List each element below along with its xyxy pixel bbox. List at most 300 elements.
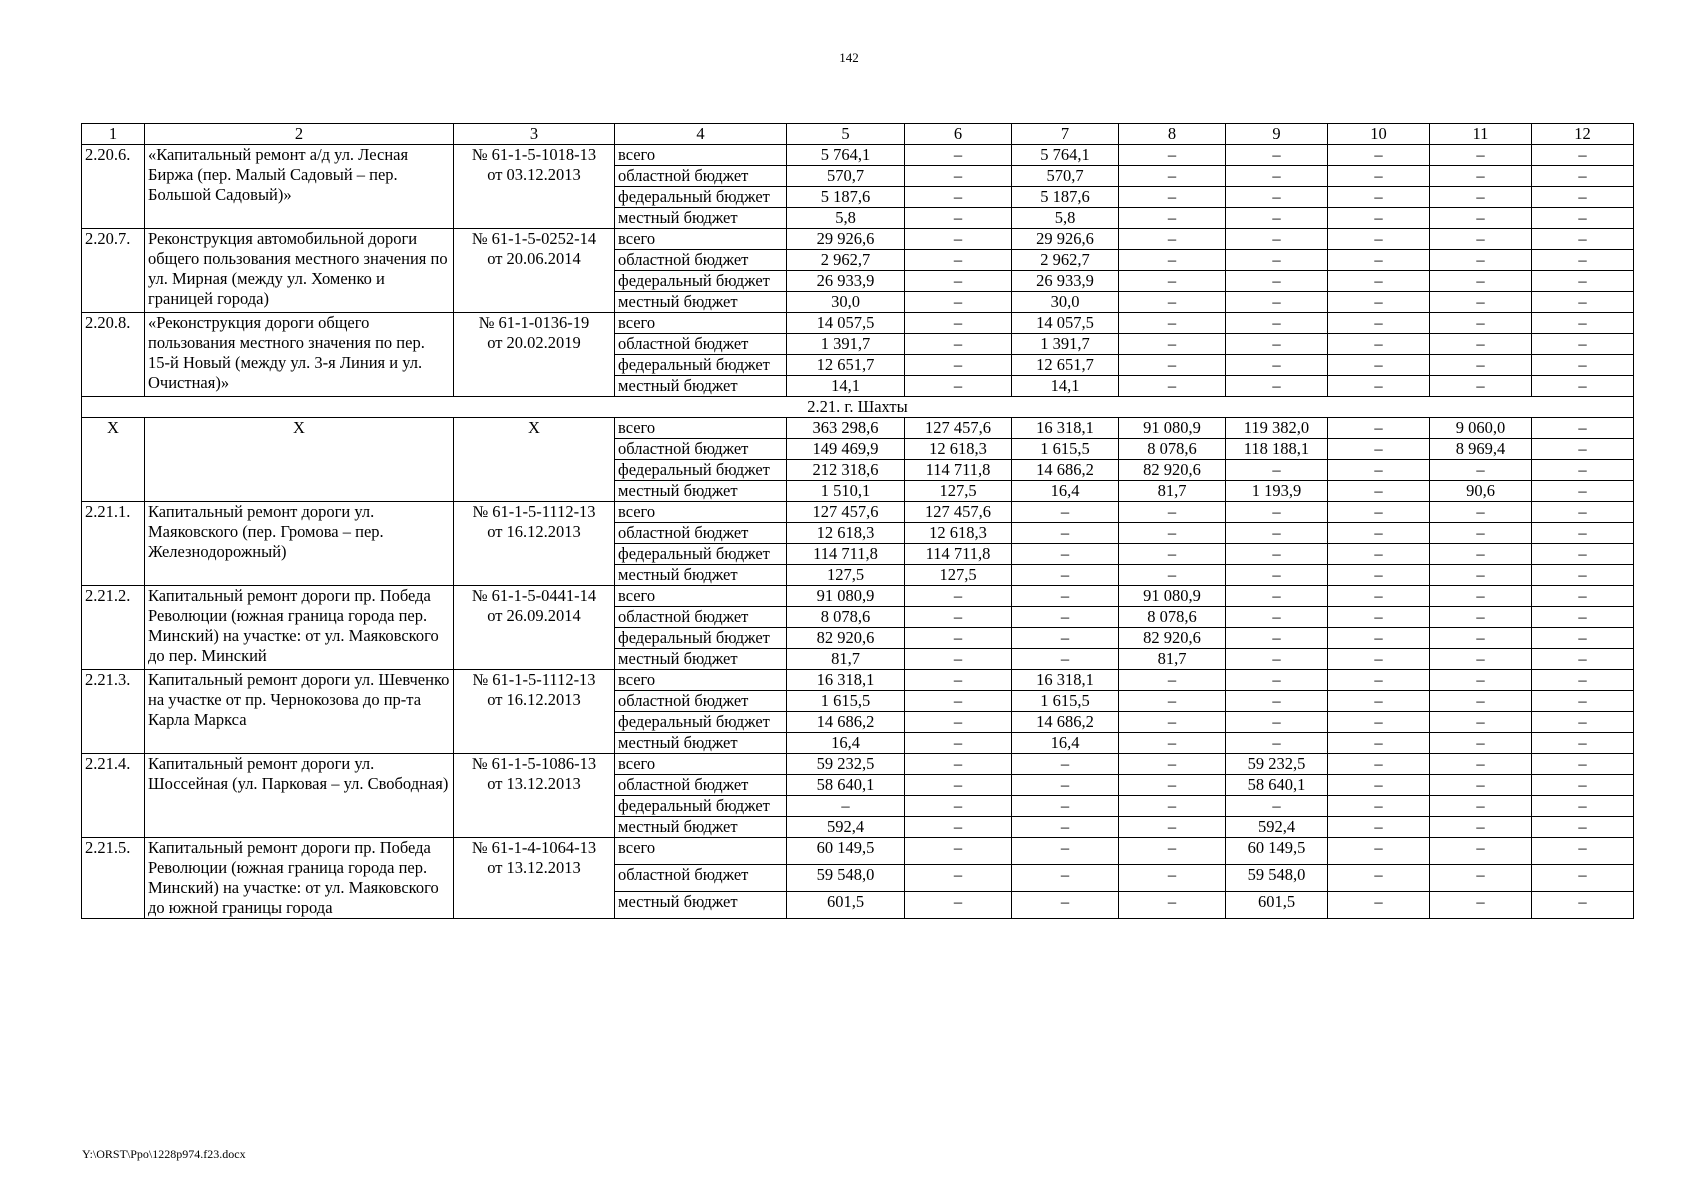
value-cell: 16,4	[1012, 481, 1119, 502]
value-cell: –	[905, 376, 1012, 397]
value-cell: 82 920,6	[1119, 460, 1226, 481]
item-name: Капитальный ремонт дороги пр. Победа Революции (южная граница города пер. Минский) на участке: от ул. Маяковского до южной границы города	[145, 838, 454, 919]
value-cell: –	[1430, 817, 1532, 838]
value-cell: 8 078,6	[1119, 607, 1226, 628]
value-cell: –	[1119, 523, 1226, 544]
value-cell: –	[1328, 691, 1430, 712]
value-cell: –	[1532, 796, 1634, 817]
value-cell: –	[1119, 313, 1226, 334]
value-cell: 16,4	[1012, 733, 1119, 754]
value-cell: –	[1226, 691, 1328, 712]
value-cell: –	[1226, 649, 1328, 670]
value-cell: –	[1226, 376, 1328, 397]
value-cell: –	[1328, 607, 1430, 628]
value-cell: –	[1226, 166, 1328, 187]
funding-source: всего	[615, 418, 787, 439]
value-cell: –	[1226, 544, 1328, 565]
value-cell: –	[1226, 208, 1328, 229]
value-cell: –	[1532, 754, 1634, 775]
value-cell: 59 548,0	[1226, 865, 1328, 892]
value-cell: 114 711,8	[905, 544, 1012, 565]
header-cell: 8	[1119, 124, 1226, 145]
value-cell: –	[905, 145, 1012, 166]
value-cell: –	[1430, 313, 1532, 334]
table-row	[82, 502, 1634, 523]
value-cell: –	[905, 865, 1012, 892]
document-line: от 03.12.2013	[487, 165, 581, 184]
value-cell: 16 318,1	[1012, 418, 1119, 439]
item-document	[454, 418, 615, 502]
section-title: 2.21. г. Шахты	[82, 397, 1634, 418]
value-cell: 363 298,6	[787, 418, 905, 439]
document-line: № 61-1-5-1086-13	[471, 754, 597, 773]
value-cell: 1 510,1	[787, 481, 905, 502]
value-cell: –	[1430, 376, 1532, 397]
value-cell: –	[1226, 628, 1328, 649]
value-cell: –	[1012, 586, 1119, 607]
item-document	[454, 229, 615, 313]
document-line: № 61-1-0136-19	[478, 313, 590, 332]
item-number: 2.20.6.	[82, 145, 145, 229]
item-number: 2.21.2.	[82, 586, 145, 670]
value-cell: –	[1430, 460, 1532, 481]
funding-source: местный бюджет	[615, 481, 787, 502]
value-cell: 59 548,0	[787, 865, 905, 892]
value-cell: –	[1119, 229, 1226, 250]
table-body	[82, 124, 1634, 919]
funding-source: областной бюджет	[615, 166, 787, 187]
document-line: Х	[528, 418, 540, 437]
value-cell: –	[1532, 313, 1634, 334]
value-cell: –	[1119, 754, 1226, 775]
value-cell: –	[1119, 691, 1226, 712]
value-cell: –	[1328, 565, 1430, 586]
funding-source: местный бюджет	[615, 817, 787, 838]
funding-source: всего	[615, 313, 787, 334]
document-line: № 61-1-5-1112-13	[472, 670, 596, 689]
value-cell: –	[1430, 208, 1532, 229]
header-row	[82, 124, 1634, 145]
value-cell: –	[1226, 670, 1328, 691]
value-cell: 592,4	[787, 817, 905, 838]
value-cell: –	[905, 691, 1012, 712]
value-cell: –	[1532, 208, 1634, 229]
value-cell: 1 615,5	[1012, 691, 1119, 712]
value-cell: –	[905, 586, 1012, 607]
value-cell: 1 391,7	[787, 334, 905, 355]
funding-source: всего	[615, 670, 787, 691]
value-cell: 601,5	[1226, 892, 1328, 919]
funding-source: областной бюджет	[615, 865, 787, 892]
document-line: от 13.12.2013	[487, 858, 581, 877]
value-cell: –	[1226, 229, 1328, 250]
value-cell: –	[1226, 733, 1328, 754]
table-row	[82, 838, 1634, 865]
header-cell: 5	[787, 124, 905, 145]
budget-table	[81, 123, 1634, 919]
funding-source: местный бюджет	[615, 376, 787, 397]
value-cell: 127,5	[787, 565, 905, 586]
value-cell: –	[1328, 649, 1430, 670]
value-cell: –	[1119, 334, 1226, 355]
value-cell: 16,4	[787, 733, 905, 754]
item-number: 2.21.1.	[82, 502, 145, 586]
value-cell: 1 391,7	[1012, 334, 1119, 355]
value-cell: –	[1532, 334, 1634, 355]
value-cell: –	[1226, 565, 1328, 586]
funding-source: местный бюджет	[615, 208, 787, 229]
funding-source: федеральный бюджет	[615, 460, 787, 481]
value-cell: –	[1226, 313, 1328, 334]
value-cell: –	[1119, 502, 1226, 523]
value-cell: –	[1532, 523, 1634, 544]
value-cell: –	[1430, 838, 1532, 865]
value-cell: –	[1532, 187, 1634, 208]
value-cell: 127,5	[905, 481, 1012, 502]
header-cell: 11	[1430, 124, 1532, 145]
value-cell: –	[1532, 712, 1634, 733]
value-cell: 26 933,9	[1012, 271, 1119, 292]
value-cell: –	[905, 838, 1012, 865]
value-cell: –	[905, 712, 1012, 733]
document-line: от 26.09.2014	[487, 606, 581, 625]
value-cell: –	[1328, 229, 1430, 250]
value-cell: –	[1532, 865, 1634, 892]
table-row	[82, 586, 1634, 607]
table-row	[82, 145, 1634, 166]
value-cell: –	[1328, 838, 1430, 865]
value-cell: –	[1226, 334, 1328, 355]
value-cell: –	[1119, 796, 1226, 817]
value-cell: –	[905, 607, 1012, 628]
item-number: 2.21.5.	[82, 838, 145, 919]
funding-source: всего	[615, 754, 787, 775]
value-cell: –	[905, 628, 1012, 649]
value-cell: 1 615,5	[1012, 439, 1119, 460]
funding-source: областной бюджет	[615, 334, 787, 355]
value-cell: –	[1012, 892, 1119, 919]
value-cell: 16 318,1	[787, 670, 905, 691]
value-cell: 570,7	[787, 166, 905, 187]
value-cell: –	[1430, 865, 1532, 892]
document-line: от 16.12.2013	[487, 522, 581, 541]
value-cell: 14 686,2	[1012, 712, 1119, 733]
value-cell: 212 318,6	[787, 460, 905, 481]
value-cell: –	[1119, 565, 1226, 586]
value-cell: –	[905, 166, 1012, 187]
value-cell: –	[1328, 628, 1430, 649]
value-cell: –	[1532, 481, 1634, 502]
value-cell: –	[1532, 586, 1634, 607]
value-cell: 2 962,7	[1012, 250, 1119, 271]
value-cell: 12 651,7	[787, 355, 905, 376]
value-cell: 8 078,6	[787, 607, 905, 628]
value-cell: –	[1328, 481, 1430, 502]
value-cell: 81,7	[787, 649, 905, 670]
header-cell: 2	[145, 124, 454, 145]
item-number: 2.20.7.	[82, 229, 145, 313]
value-cell: 59 232,5	[1226, 754, 1328, 775]
value-cell: –	[905, 796, 1012, 817]
value-cell: 149 469,9	[787, 439, 905, 460]
funding-source: федеральный бюджет	[615, 355, 787, 376]
value-cell: –	[905, 187, 1012, 208]
item-name: Капитальный ремонт дороги ул. Шоссейная (ул. Парковая – ул. Свободная)	[145, 754, 454, 838]
item-document	[454, 670, 615, 754]
value-cell: –	[1532, 271, 1634, 292]
value-cell: –	[1012, 523, 1119, 544]
funding-source: местный бюджет	[615, 733, 787, 754]
funding-source: всего	[615, 229, 787, 250]
value-cell: –	[1430, 649, 1532, 670]
value-cell: 14,1	[787, 376, 905, 397]
document-line: от 20.02.2019	[487, 333, 581, 352]
value-cell: –	[905, 334, 1012, 355]
funding-source: местный бюджет	[615, 892, 787, 919]
funding-source: областной бюджет	[615, 607, 787, 628]
value-cell: –	[905, 313, 1012, 334]
value-cell: 60 149,5	[1226, 838, 1328, 865]
value-cell: 14 057,5	[787, 313, 905, 334]
file-path: Y:\ORST\Ppo\1228p974.f23.docx	[82, 1147, 246, 1161]
value-cell: –	[1430, 733, 1532, 754]
value-cell: –	[1430, 145, 1532, 166]
value-cell: –	[1430, 250, 1532, 271]
value-cell: –	[1328, 334, 1430, 355]
header-cell: 9	[1226, 124, 1328, 145]
value-cell: –	[1430, 607, 1532, 628]
value-cell: 12 618,3	[905, 439, 1012, 460]
value-cell: –	[1532, 775, 1634, 796]
value-cell: 5 187,6	[1012, 187, 1119, 208]
value-cell: 91 080,9	[1119, 418, 1226, 439]
value-cell: –	[1226, 586, 1328, 607]
value-cell: 81,7	[1119, 481, 1226, 502]
value-cell: –	[1328, 712, 1430, 733]
value-cell: 601,5	[787, 892, 905, 919]
item-number: Х	[82, 418, 145, 502]
value-cell: 127,5	[905, 565, 1012, 586]
value-cell: 592,4	[1226, 817, 1328, 838]
value-cell: –	[1532, 292, 1634, 313]
value-cell: 82 920,6	[787, 628, 905, 649]
value-cell: –	[1532, 691, 1634, 712]
table-row	[82, 418, 1634, 439]
value-cell: –	[1430, 628, 1532, 649]
funding-source: федеральный бюджет	[615, 628, 787, 649]
value-cell: –	[1119, 817, 1226, 838]
value-cell: –	[1430, 229, 1532, 250]
value-cell: –	[1328, 544, 1430, 565]
value-cell: –	[1532, 817, 1634, 838]
value-cell: 5 764,1	[1012, 145, 1119, 166]
value-cell: –	[1226, 523, 1328, 544]
value-cell: 30,0	[1012, 292, 1119, 313]
funding-source: областной бюджет	[615, 691, 787, 712]
value-cell: –	[1328, 166, 1430, 187]
value-cell: –	[1532, 838, 1634, 865]
value-cell: 81,7	[1119, 649, 1226, 670]
value-cell: –	[1226, 460, 1328, 481]
value-cell: –	[1532, 649, 1634, 670]
value-cell: –	[1532, 502, 1634, 523]
funding-source: федеральный бюджет	[615, 712, 787, 733]
document-line: от 20.06.2014	[487, 249, 581, 268]
value-cell: 570,7	[1012, 166, 1119, 187]
value-cell: –	[1430, 544, 1532, 565]
value-cell: –	[1532, 229, 1634, 250]
item-name: Капитальный ремонт дороги ул. Маяковского (пер. Громова – пер. Железнодорожный)	[145, 502, 454, 586]
header-cell: 7	[1012, 124, 1119, 145]
value-cell: –	[1328, 817, 1430, 838]
value-cell: –	[1119, 187, 1226, 208]
funding-source: федеральный бюджет	[615, 271, 787, 292]
value-cell: 14,1	[1012, 376, 1119, 397]
funding-source: всего	[615, 838, 787, 865]
document-line: от 16.12.2013	[487, 690, 581, 709]
value-cell: –	[1328, 208, 1430, 229]
value-cell: –	[1328, 892, 1430, 919]
value-cell: 5 764,1	[787, 145, 905, 166]
funding-source: федеральный бюджет	[615, 187, 787, 208]
value-cell: –	[1532, 418, 1634, 439]
table-row	[82, 313, 1634, 334]
funding-source: областной бюджет	[615, 775, 787, 796]
value-cell: 26 933,9	[787, 271, 905, 292]
item-document	[454, 313, 615, 397]
value-cell: –	[1226, 607, 1328, 628]
value-cell: –	[1328, 439, 1430, 460]
value-cell: 90,6	[1430, 481, 1532, 502]
table-row	[82, 670, 1634, 691]
value-cell: –	[1328, 313, 1430, 334]
value-cell: –	[1532, 607, 1634, 628]
value-cell: –	[1119, 376, 1226, 397]
value-cell: –	[1328, 523, 1430, 544]
value-cell: –	[1328, 271, 1430, 292]
page-number: 142	[839, 50, 859, 65]
value-cell: –	[1532, 565, 1634, 586]
value-cell: –	[1430, 523, 1532, 544]
value-cell: –	[1119, 271, 1226, 292]
value-cell: –	[1012, 649, 1119, 670]
value-cell: 29 926,6	[787, 229, 905, 250]
value-cell: –	[1532, 628, 1634, 649]
funding-source: областной бюджет	[615, 523, 787, 544]
value-cell: –	[1012, 796, 1119, 817]
document-line: № 61-1-4-1064-13	[471, 838, 597, 857]
value-cell: –	[905, 754, 1012, 775]
value-cell: 91 080,9	[787, 586, 905, 607]
value-cell: 12 618,3	[787, 523, 905, 544]
value-cell: –	[1119, 865, 1226, 892]
value-cell: –	[1328, 355, 1430, 376]
value-cell: 127 457,6	[787, 502, 905, 523]
value-cell: –	[1430, 271, 1532, 292]
value-cell: –	[1328, 670, 1430, 691]
value-cell: 5,8	[787, 208, 905, 229]
value-cell: –	[1430, 292, 1532, 313]
item-document	[454, 754, 615, 838]
value-cell: –	[1328, 865, 1430, 892]
document-line: № 61-1-5-1018-13	[471, 145, 597, 164]
document-line: № 61-1-5-0441-14	[471, 586, 597, 605]
value-cell: 82 920,6	[1119, 628, 1226, 649]
value-cell: 12 651,7	[1012, 355, 1119, 376]
value-cell: –	[1430, 796, 1532, 817]
value-cell: –	[1532, 166, 1634, 187]
item-document	[454, 838, 615, 919]
value-cell: –	[1012, 865, 1119, 892]
value-cell: 58 640,1	[787, 775, 905, 796]
value-cell: –	[1226, 796, 1328, 817]
value-cell: –	[1012, 544, 1119, 565]
value-cell: 16 318,1	[1012, 670, 1119, 691]
item-name: Реконструкция автомобильной дороги общего пользования местного значения по ул. Мирная (между ул. Хоменко и границей города)	[145, 229, 454, 313]
value-cell: –	[1012, 607, 1119, 628]
header-cell: 4	[615, 124, 787, 145]
item-number: 2.21.4.	[82, 754, 145, 838]
value-cell: –	[905, 670, 1012, 691]
value-cell: –	[1226, 292, 1328, 313]
value-cell: 58 640,1	[1226, 775, 1328, 796]
value-cell: –	[1119, 544, 1226, 565]
item-document	[454, 586, 615, 670]
value-cell: 14 686,2	[787, 712, 905, 733]
value-cell: –	[1328, 418, 1430, 439]
funding-source: федеральный бюджет	[615, 796, 787, 817]
value-cell: –	[905, 271, 1012, 292]
header-cell: 12	[1532, 124, 1634, 145]
item-name: Х	[145, 418, 454, 502]
value-cell: –	[1119, 166, 1226, 187]
value-cell: –	[1430, 775, 1532, 796]
value-cell: 8 078,6	[1119, 439, 1226, 460]
value-cell: –	[905, 208, 1012, 229]
value-cell: –	[905, 892, 1012, 919]
value-cell: –	[1532, 355, 1634, 376]
item-document	[454, 145, 615, 229]
value-cell: –	[1226, 355, 1328, 376]
item-document	[454, 502, 615, 586]
value-cell: 91 080,9	[1119, 586, 1226, 607]
value-cell: –	[905, 229, 1012, 250]
value-cell: –	[1226, 712, 1328, 733]
value-cell: –	[1226, 187, 1328, 208]
value-cell: 59 232,5	[787, 754, 905, 775]
value-cell: –	[1119, 355, 1226, 376]
value-cell: –	[1012, 628, 1119, 649]
value-cell: –	[1430, 334, 1532, 355]
value-cell: –	[1328, 775, 1430, 796]
value-cell: 5,8	[1012, 208, 1119, 229]
value-cell: –	[1119, 775, 1226, 796]
value-cell: –	[1328, 754, 1430, 775]
funding-source: всего	[615, 502, 787, 523]
value-cell: –	[1328, 376, 1430, 397]
value-cell: 9 060,0	[1430, 418, 1532, 439]
value-cell: –	[1430, 586, 1532, 607]
item-name: Капитальный ремонт дороги пр. Победа Революции (южная граница города пер. Минский) на участке: от ул. Маяковского до пер. Минский	[145, 586, 454, 670]
value-cell: 5 187,6	[787, 187, 905, 208]
value-cell: –	[1532, 376, 1634, 397]
value-cell: –	[905, 733, 1012, 754]
value-cell: 114 711,8	[905, 460, 1012, 481]
value-cell: –	[1119, 670, 1226, 691]
value-cell: 60 149,5	[787, 838, 905, 865]
value-cell: –	[1328, 460, 1430, 481]
value-cell: –	[1430, 166, 1532, 187]
